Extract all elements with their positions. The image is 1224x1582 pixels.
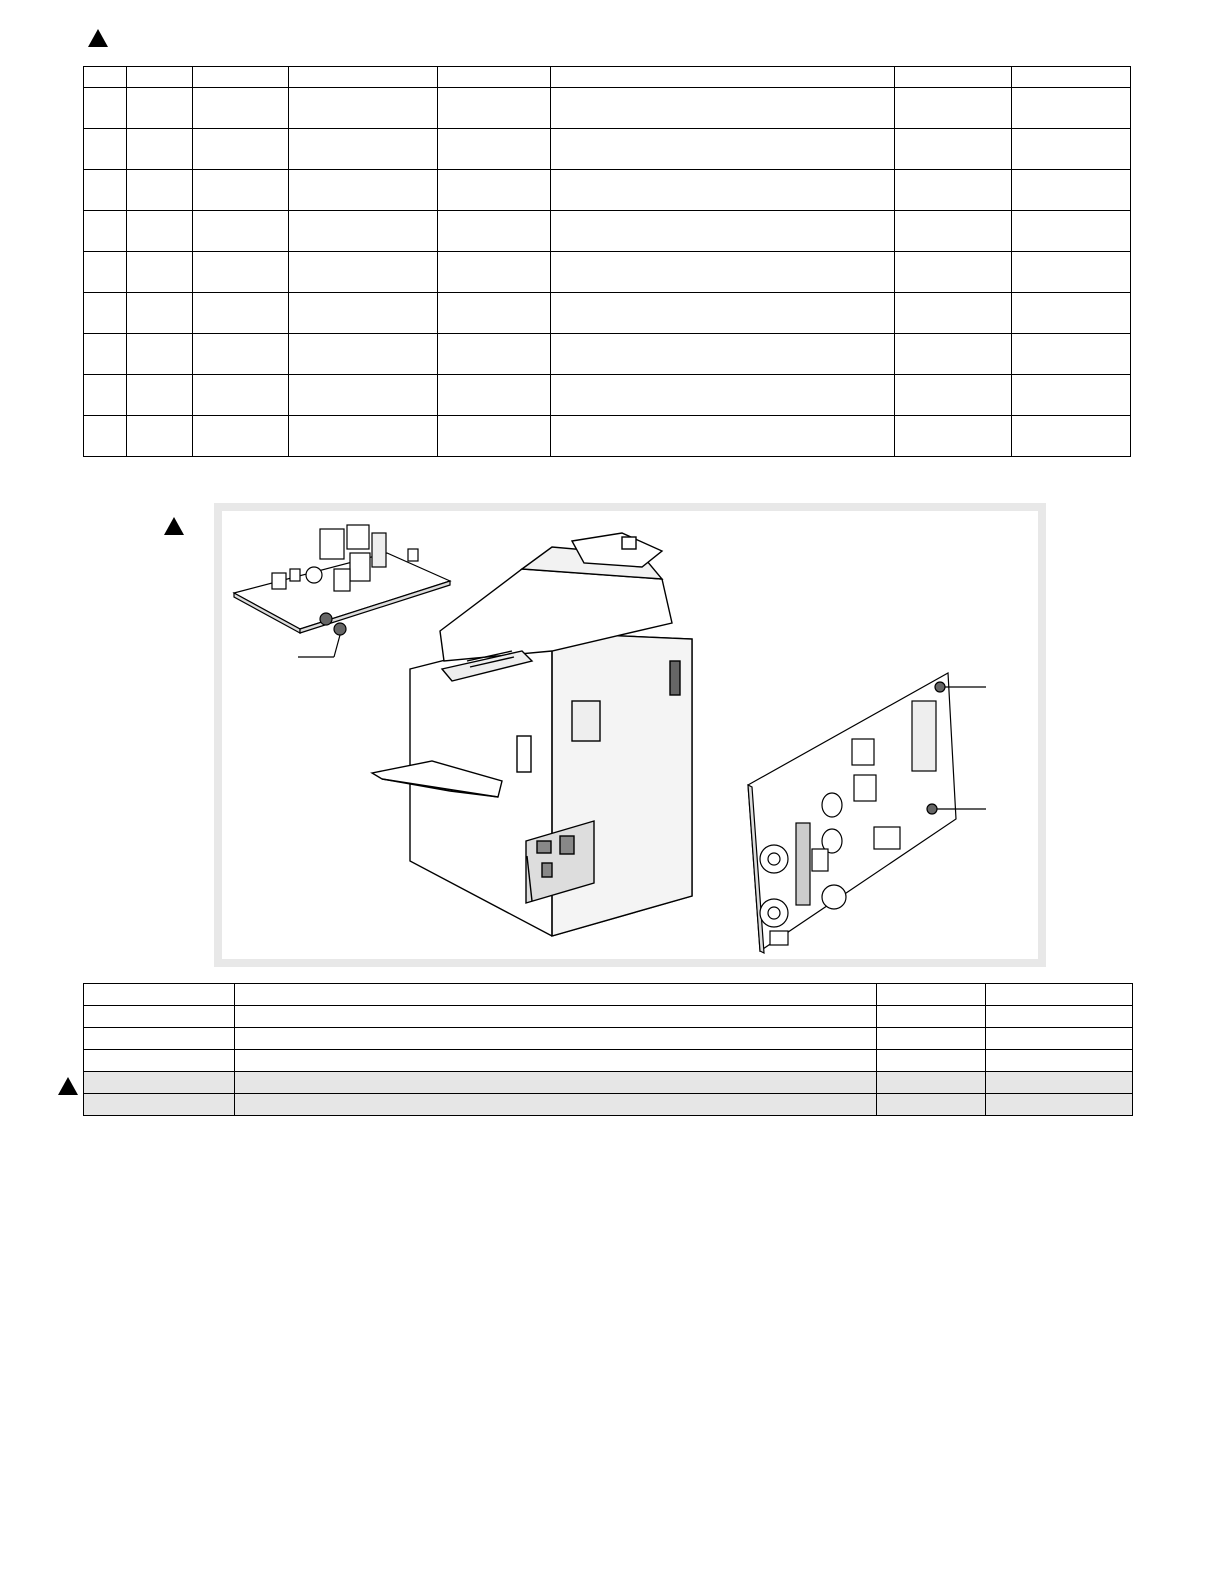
header-cell: [289, 67, 438, 88]
table-row: [84, 252, 1131, 293]
revision-triangle-bottom: [58, 1077, 78, 1095]
header-cell: [193, 67, 289, 88]
table-row: [84, 416, 1131, 457]
table-row: [84, 375, 1131, 416]
table-row: [84, 1028, 1133, 1050]
table-row: [84, 984, 1133, 1006]
header-cell: [438, 67, 551, 88]
table-row-shaded: [84, 1094, 1133, 1116]
header-cell: [1012, 67, 1131, 88]
table-row: [84, 211, 1131, 252]
header-cell: [84, 67, 127, 88]
board-table: [83, 983, 1133, 1116]
table-row: [84, 170, 1131, 211]
header-cell: [895, 67, 1012, 88]
header-cell: [127, 67, 193, 88]
table-row: [84, 88, 1131, 129]
revision-triangle-top: [88, 29, 108, 47]
table-row: [84, 334, 1131, 375]
table-row: [84, 1006, 1133, 1028]
parts-table: [83, 66, 1131, 457]
table-row: [84, 129, 1131, 170]
figure-illustration: [222, 511, 1038, 959]
table-row-shaded: [84, 1072, 1133, 1094]
table-row: [84, 1050, 1133, 1072]
pwb-left-illustration: [234, 525, 450, 657]
table-row: [84, 293, 1131, 334]
header-cell: [551, 67, 895, 88]
revision-triangle-figure: [164, 517, 184, 535]
table-header-row: [84, 67, 1131, 88]
figure-frame: [214, 503, 1046, 967]
pwb-right-illustration: [748, 673, 986, 953]
